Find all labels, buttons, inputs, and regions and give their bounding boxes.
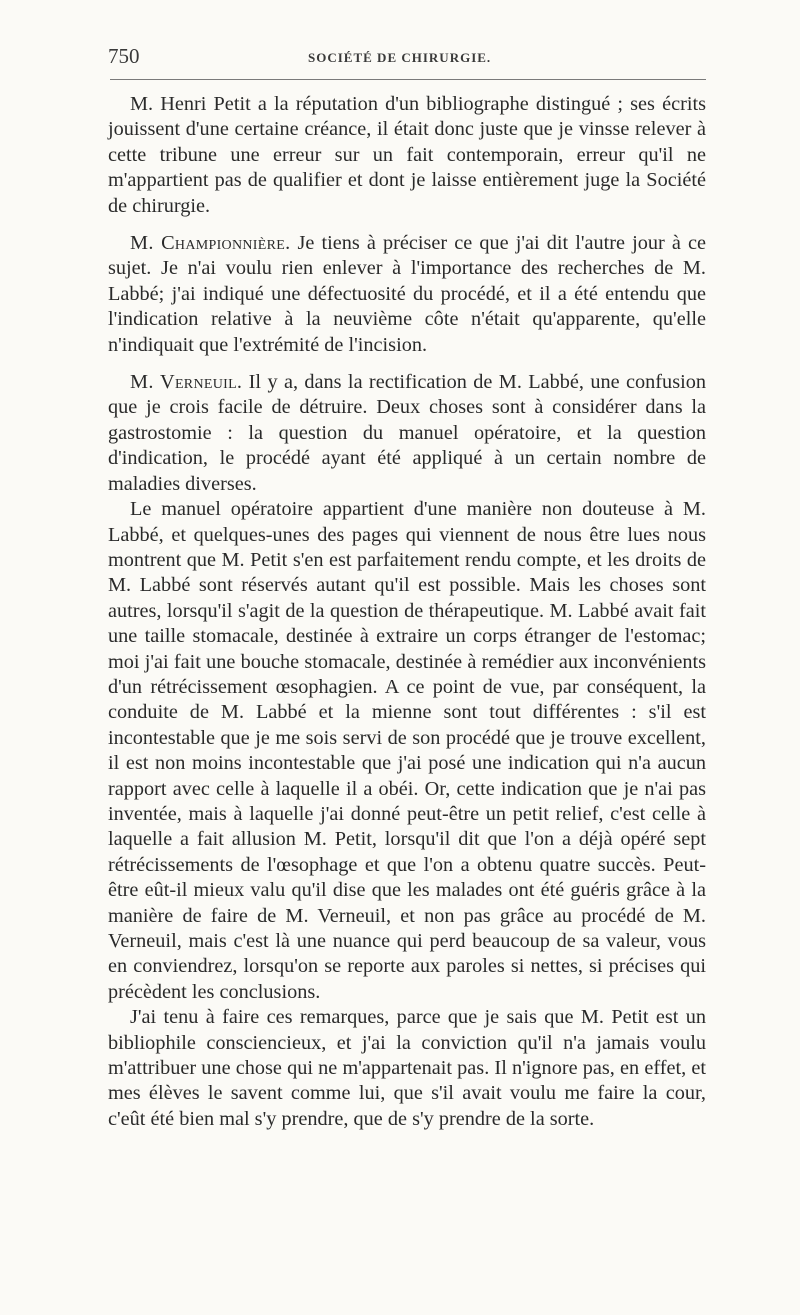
header-rule	[110, 79, 706, 80]
paragraph-3-text: Il y a, dans la rectification de M. Labbé, une confusion que je crois facile de détruire. Deux choses sont à considérer dans la gastrostomie : la question du manuel opératoire, et la question d'indication, le procédé ayant été appliqué à un certain nombre de maladies diverses.	[108, 371, 707, 495]
body-text	[108, 92, 706, 1132]
paragraph-4	[108, 497, 706, 1005]
speaker-championniere: M. Championnière.	[130, 232, 291, 255]
paragraph-1-text: M. Henri Petit a la réputation d'un bibliographe distingué ; ses écrits jouissent d'une certaine créance, il était donc juste que je vinsse relever à cette tribune une erreur sur un fait contemporain, erreur qu'il ne m'appartient pas de qualifier et dont je laisse entièrement juge la Société de chirurgie.	[108, 93, 706, 217]
paragraph-5	[108, 1005, 706, 1132]
page-number: 750	[108, 44, 140, 68]
paragraph-3	[108, 370, 706, 497]
running-head	[108, 44, 708, 72]
speaker-verneuil: M. Verneuil.	[130, 371, 243, 394]
paragraph-2	[108, 231, 706, 358]
paragraph-4-text: Le manuel opératoire appartient d'une manière non douteuse à M. Labbé, et quelques-unes des pages qui viennent de nous être lues nous montrent que M. Petit s'en est parfaitement rendu compte, et les droits de M. Labbé sont réservés autant qu'il est possible. Mais les choses sont autres, lorsqu'il s'agit de la question de thérapeutique. M. Labbé avait fait une taille stomacale, destinée à extraire un corps étranger de l'estomac; moi j'ai fait une bouche stomacale, destinée à remédier aux inconvénients d'un rétrécissement œsophagien. A ce point de vue, par conséquent, la conduite de M. Labbé et la mienne sont tout différentes : s'il est incontestable que je me sois servi de son procédé que je trouve excellent, il est non moins incontestable que j'ai posé une indication qui n'a aucun rapport avec celle à laquelle il a obéi. Or, cette indication que je n'ai pas inventée, mais à laquelle j'ai donné peut-être un petit relief, c'est celle à laquelle a fait allusion M. Petit, lorsqu'il dit que l'on a déjà opéré sept rétrécissements de l'œsophage et que l'on a obtenu quatre succès. Peut-être eût-il mieux valu qu'il dise que les malades ont été guéris grâce à la manière de faire de M. Verneuil, et non pas grâce au procédé de M. Verneuil, mais c'est là une nuance qui perd beaucoup de sa valeur, vous en conviendrez, lorsqu'on se reporte aux paroles si nettes, si précises qui précèdent les conclusions.	[108, 498, 706, 1003]
header-title: SOCIÉTÉ DE CHIRURGIE.	[308, 50, 492, 65]
paragraph-5-text: J'ai tenu à faire ces remarques, parce que je sais que M. Petit est un bibliophile consciencieux, et j'ai la conviction qu'il n'a jamais voulu m'attribuer une chose qui ne m'appartenait pas. Il n'ignore pas, en effet, et mes élèves le savent comme lui, que s'il avait voulu me faire la cour, c'eût été bien mal s'y prendre, que de s'y prendre de la sorte.	[108, 1006, 706, 1130]
paragraph-2-text: Je tiens à préciser ce que j'ai dit l'autre jour à ce sujet. Je n'ai voulu rien enlever à l'importance des recherches de M. Labbé; j'ai indiqué une défectuosité du procédé, et il a été entendu que l'indication relative à la neuvième côte n'était qu'apparente, qu'elle n'indiquait que l'extrémité de l'incision.	[108, 232, 706, 356]
paragraph-1	[108, 92, 706, 219]
